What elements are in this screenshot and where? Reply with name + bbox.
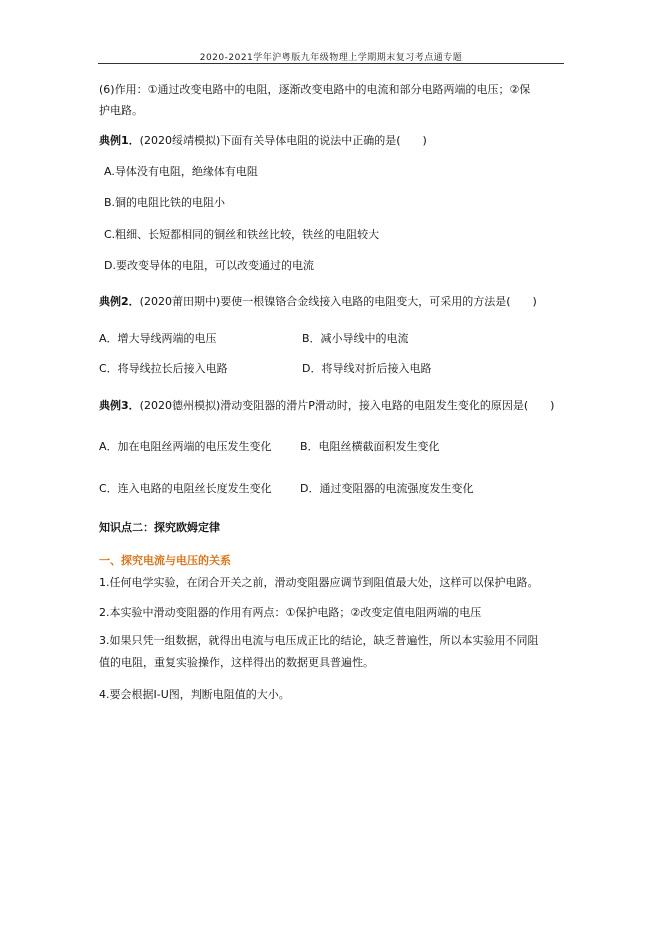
knowledge-point-2-title: 知识点二：探究欧姆定律: [99, 521, 220, 534]
example-1-option-b: B.铜的电阻比铁的电阻小: [104, 196, 226, 209]
example-2-option-b: B．减小导线中的电流: [302, 332, 409, 345]
intro-line-1: (6)作用：①通过改变电路中的电阻，逐渐改变电路中的电流和部分电路两端的电压；②保: [99, 83, 531, 96]
example-3-option-a: A．加在电阻丝两端的电压发生变化: [99, 440, 272, 453]
example-3-question: (2020德州模拟)滑动变阻器的滑片P滑动时，接入电路的电阻发生变化的原因是( ): [139, 399, 555, 412]
example-2-stem: [99, 295, 537, 309]
example-1-option-c: C.粗细、长短都相同的铜丝和铁丝比较，铁丝的电阻较大: [104, 228, 380, 241]
intro-line-2: 护电路。: [99, 104, 143, 117]
example-1-option-a: A.导体没有电阻，绝缘体有电阻: [104, 165, 258, 178]
example-2-option-d: D．将导线对折后接入电路: [302, 362, 432, 375]
section-1-item-3-line-1: 3.如果只凭一组数据，就得出电流与电压成正比的结论，缺乏普遍性，所以本实验用不同阻: [99, 634, 539, 647]
example-3-option-d: D．通过变阻器的电流强度发生变化: [300, 482, 474, 495]
example-3-option-b: B．电阻丝横截面积发生变化: [300, 440, 440, 453]
section-1-item-2: 2.本实验中滑动变阻器的作用有两点：①保护电路；②改变定值电阻两端的电压: [99, 606, 482, 619]
example-1-option-d: D.要改变导体的电阻，可以改变通过的电流: [104, 259, 314, 272]
example-3-label: 典例3．: [99, 399, 140, 412]
example-1-stem: [99, 134, 427, 148]
page-header: 2020-2021学年沪粤版九年级物理上学期期末复习考点通专题: [199, 53, 463, 63]
example-2-option-c: C．将导线拉长后接入电路: [99, 362, 228, 375]
section-1-title: 一、探究电流与电压的关系: [99, 554, 231, 567]
example-3-stem: [99, 399, 554, 413]
example-2-option-a: A．增大导线两端的电压: [99, 332, 217, 345]
section-1-item-3-line-2: 值的电阻，重复实验操作，这样得出的数据更具普遍性。: [99, 656, 374, 669]
section-1-item-4: 4.要会根据I-U图，判断电阻值的大小。: [99, 688, 290, 701]
example-2-label: 典例2．: [99, 295, 140, 308]
example-3-option-c: C．连入电路的电阻丝长度发生变化: [99, 482, 272, 495]
example-1-question: (2020绥靖模拟)下面有关导体电阻的说法中正确的是( ): [139, 134, 427, 147]
section-1-item-1: 1.任何电学实验，在闭合开关之前，滑动变阻器应调节到阻值最大处，这样可以保护电路。: [99, 576, 539, 589]
header-divider: [98, 63, 564, 64]
example-1-label: 典例1．: [99, 134, 140, 147]
example-2-question: (2020莆田期中)要使一根镍铬合金线接入电路的电阻变大，可采用的方法是( ): [139, 295, 537, 308]
